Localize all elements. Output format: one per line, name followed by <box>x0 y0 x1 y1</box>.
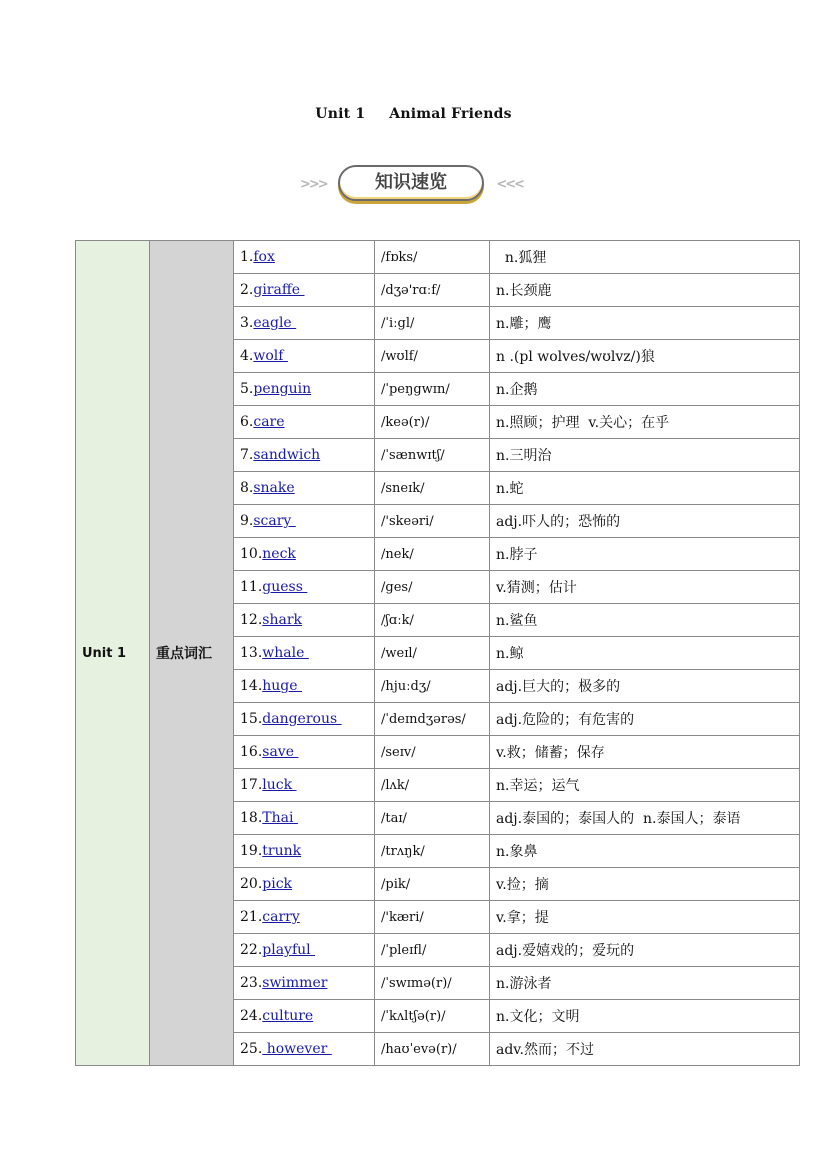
word-number: 11. <box>240 579 263 595</box>
word-link[interactable]: sandwich <box>253 447 321 463</box>
word-cell <box>234 439 375 472</box>
meaning-cell: n.鲨鱼 <box>490 604 800 637</box>
word-cell <box>234 736 375 769</box>
word-number: 10. <box>240 546 263 562</box>
word-number: 22. <box>240 942 263 958</box>
word-link[interactable]: huge <box>262 678 302 694</box>
meaning-cell: n.文化；文明 <box>490 1000 800 1033</box>
meaning-cell: n.游泳者 <box>490 967 800 1000</box>
word-link[interactable]: Thai <box>262 810 298 826</box>
meaning-cell: n .(pl wolves/wʊlvz/)狼 <box>490 340 800 373</box>
word-cell <box>234 406 375 439</box>
meaning-cell: adv.然而；不过 <box>490 1033 800 1066</box>
phonetic-cell: /haʊˈevə(r)/ <box>375 1033 490 1066</box>
meaning-cell: v.拿；提 <box>490 901 800 934</box>
word-cell <box>234 571 375 604</box>
word-number: 20. <box>240 876 263 892</box>
word-link[interactable]: fox <box>253 249 275 265</box>
banner-label: 知识速览 <box>338 165 484 201</box>
word-link[interactable]: pick <box>262 876 293 892</box>
word-number: 18. <box>240 810 263 826</box>
meaning-cell: v.猜测；估计 <box>490 571 800 604</box>
word-number: 23. <box>240 975 263 991</box>
word-link[interactable]: eagle <box>253 315 297 331</box>
word-number: 7. <box>240 447 254 463</box>
word-link[interactable]: penguin <box>253 381 312 397</box>
word-link[interactable]: snake <box>253 480 295 496</box>
word-link[interactable]: shark <box>262 612 302 628</box>
phonetic-cell: /ges/ <box>375 571 490 604</box>
word-number: 4. <box>240 348 254 364</box>
word-cell <box>234 967 375 1000</box>
word-cell <box>234 703 375 736</box>
word-link[interactable]: carry <box>262 909 300 925</box>
phonetic-cell: /weɪl/ <box>375 637 490 670</box>
phonetic-cell: /ʃɑːk/ <box>375 604 490 637</box>
vocab-table <box>75 240 800 1066</box>
meaning-cell: n.幸运；运气 <box>490 769 800 802</box>
phonetic-cell: /pik/ <box>375 868 490 901</box>
meaning-cell: n.象鼻 <box>490 835 800 868</box>
word-number: 9. <box>240 513 254 529</box>
phonetic-cell: /ˈkʌltʃə(r)/ <box>375 1000 490 1033</box>
category-cell: 重点词汇 <box>150 241 234 1066</box>
meaning-cell: n.雕；鹰 <box>490 307 800 340</box>
meaning-cell: n.狐狸 <box>490 241 800 274</box>
word-cell <box>234 868 375 901</box>
word-number: 12. <box>240 612 263 628</box>
word-link[interactable]: however <box>262 1041 332 1057</box>
word-cell <box>234 538 375 571</box>
word-cell <box>234 472 375 505</box>
word-cell <box>234 934 375 967</box>
word-cell <box>234 670 375 703</box>
meaning-cell: n.照顾；护理 v.关心；在乎 <box>490 406 800 439</box>
word-number: 17. <box>240 777 263 793</box>
meaning-cell: v.救；储蓄；保存 <box>490 736 800 769</box>
title-topic: Animal Friends <box>389 106 512 122</box>
title-unit: Unit 1 <box>315 106 366 122</box>
phonetic-cell: /hjuːdʒ/ <box>375 670 490 703</box>
phonetic-cell: /dʒə'rɑːf/ <box>375 274 490 307</box>
table-row <box>76 241 800 274</box>
word-link[interactable]: dangerous <box>262 711 342 727</box>
meaning-cell: adj.危险的；有危害的 <box>490 703 800 736</box>
word-link[interactable]: neck <box>262 546 296 562</box>
phonetic-cell: /wʊlf/ <box>375 340 490 373</box>
word-cell <box>234 802 375 835</box>
meaning-cell: v.捡；摘 <box>490 868 800 901</box>
word-cell <box>234 340 375 373</box>
word-link[interactable]: care <box>253 414 285 430</box>
page-title <box>0 106 827 122</box>
phonetic-cell: /ˈiːgl/ <box>375 307 490 340</box>
word-number: 6. <box>240 414 254 430</box>
word-number: 25. <box>240 1041 263 1057</box>
phonetic-cell: /sneɪk/ <box>375 472 490 505</box>
word-cell <box>234 373 375 406</box>
phonetic-cell: /'skeəri/ <box>375 505 490 538</box>
word-cell <box>234 901 375 934</box>
word-link[interactable]: swimmer <box>262 975 328 991</box>
meaning-cell: adj.吓人的；恐怖的 <box>490 505 800 538</box>
word-cell <box>234 604 375 637</box>
word-number: 1. <box>240 249 254 265</box>
word-link[interactable]: guess <box>262 579 308 595</box>
phonetic-cell: /ˈswɪmə(r)/ <box>375 967 490 1000</box>
meaning-cell: n.长颈鹿 <box>490 274 800 307</box>
word-number: 19. <box>240 843 263 859</box>
phonetic-cell: /taɪ/ <box>375 802 490 835</box>
word-cell <box>234 241 375 274</box>
word-link[interactable]: save <box>262 744 299 760</box>
word-number: 8. <box>240 480 254 496</box>
meaning-cell: n.三明治 <box>490 439 800 472</box>
left-arrows-icon: >>> <box>300 177 327 192</box>
word-cell <box>234 835 375 868</box>
word-link[interactable]: scary <box>253 513 296 529</box>
unit-cell: Unit 1 <box>76 241 150 1066</box>
phonetic-cell: /'kæri/ <box>375 901 490 934</box>
word-cell <box>234 274 375 307</box>
word-link[interactable]: giraffe <box>253 282 305 298</box>
phonetic-cell: /ˈsænwɪtʃ/ <box>375 439 490 472</box>
phonetic-cell: /fɒks/ <box>375 241 490 274</box>
phonetic-cell: /ˈpleɪfl/ <box>375 934 490 967</box>
word-cell <box>234 637 375 670</box>
word-link[interactable]: playful <box>262 942 316 958</box>
meaning-cell: n.企鹅 <box>490 373 800 406</box>
meaning-cell: n.鲸 <box>490 637 800 670</box>
section-banner <box>300 164 525 208</box>
meaning-cell: n.蛇 <box>490 472 800 505</box>
word-number: 3. <box>240 315 254 331</box>
meaning-cell: adj.巨大的；极多的 <box>490 670 800 703</box>
word-cell <box>234 505 375 538</box>
word-number: 21. <box>240 909 263 925</box>
word-cell <box>234 1000 375 1033</box>
phonetic-cell: /ˈdeɪndʒərəs/ <box>375 703 490 736</box>
phonetic-cell: /nek/ <box>375 538 490 571</box>
word-link[interactable]: wolf <box>253 348 288 364</box>
word-cell <box>234 769 375 802</box>
phonetic-cell: /trʌŋk/ <box>375 835 490 868</box>
phonetic-cell: /lʌk/ <box>375 769 490 802</box>
meaning-cell: n.脖子 <box>490 538 800 571</box>
word-link[interactable]: trunk <box>262 843 302 859</box>
word-number: 24. <box>240 1008 263 1024</box>
word-number: 15. <box>240 711 263 727</box>
word-number: 2. <box>240 282 254 298</box>
word-link[interactable]: luck <box>262 777 297 793</box>
word-number: 13. <box>240 645 263 661</box>
word-number: 16. <box>240 744 263 760</box>
word-number: 5. <box>240 381 254 397</box>
phonetic-cell: /seɪv/ <box>375 736 490 769</box>
word-link[interactable]: culture <box>262 1008 314 1024</box>
word-cell <box>234 1033 375 1066</box>
meaning-cell: adj.爱嬉戏的；爱玩的 <box>490 934 800 967</box>
phonetic-cell: /keə(r)/ <box>375 406 490 439</box>
word-link[interactable]: whale <box>262 645 309 661</box>
word-number: 14. <box>240 678 263 694</box>
meaning-cell: adj.泰国的；泰国人的 n.泰国人；泰语 <box>490 802 800 835</box>
right-arrows-icon: <<< <box>496 177 523 192</box>
word-cell <box>234 307 375 340</box>
phonetic-cell: /ˈpeŋgwɪn/ <box>375 373 490 406</box>
